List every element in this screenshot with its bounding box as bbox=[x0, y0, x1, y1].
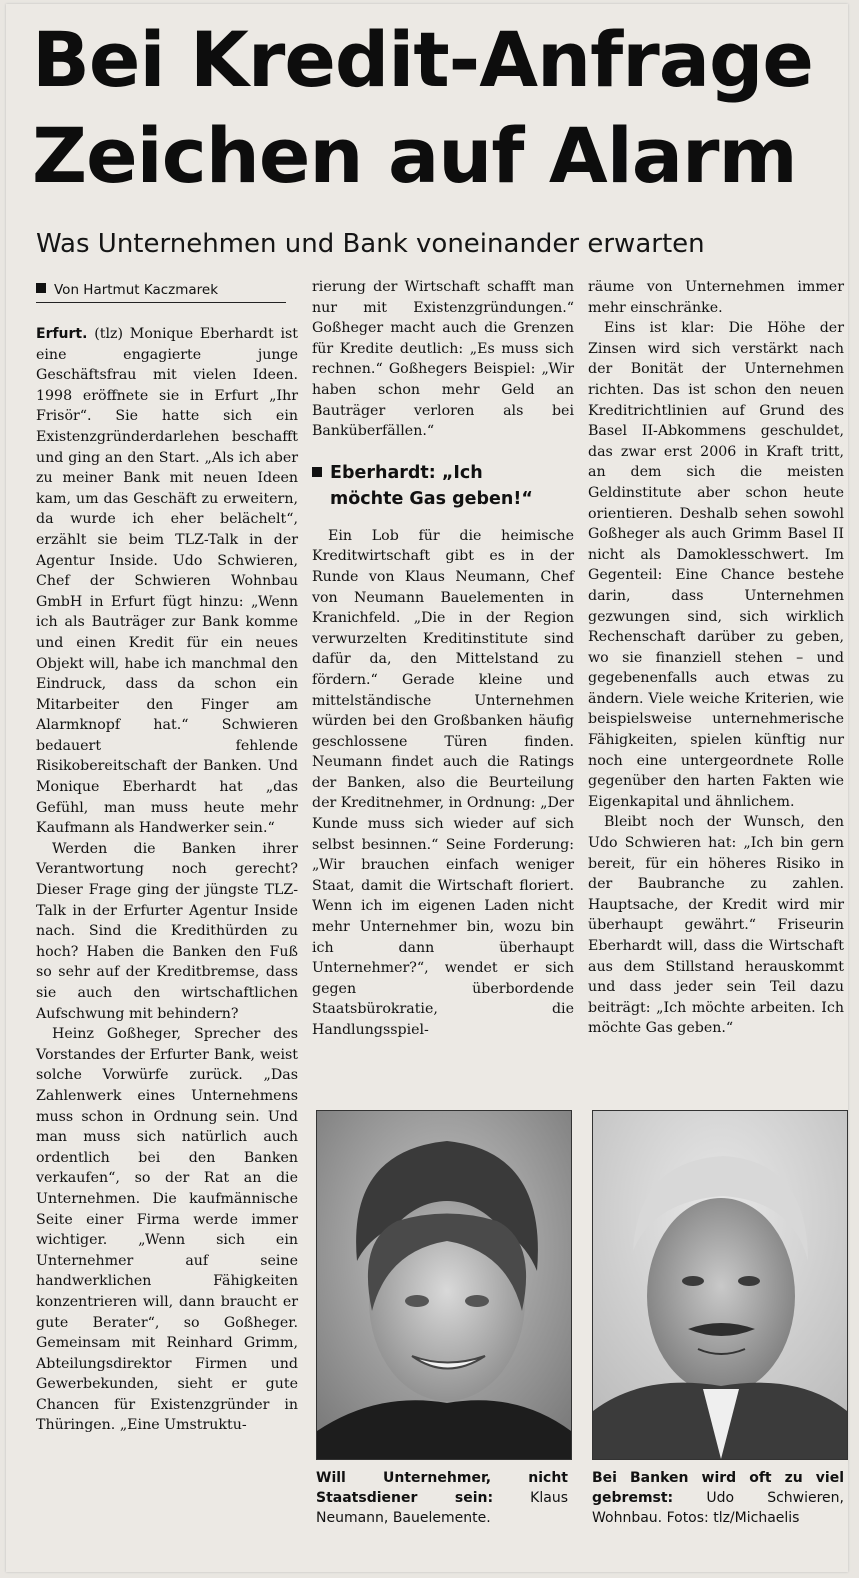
crosshead-line-1: Eberhardt: „Ich bbox=[330, 462, 483, 483]
paragraph bbox=[36, 324, 298, 839]
headline-line-1: Bei Kredit-Anfrage bbox=[32, 15, 813, 104]
photo-klaus-neumann bbox=[316, 1110, 572, 1460]
headline-line-2: Zeichen auf Alarm bbox=[32, 111, 797, 200]
crosshead bbox=[312, 460, 574, 512]
paragraph: Werden die Banken ihrer Verantwortung noch gerecht? Dieser Frage ging der jüngste TLZ-Talk in der Erfurter Agentur Inside nach. Sind die Kredithürden zu hoch? Haben die Banken den Fuß so sehr auf der Kreditbremse, dass sie auch den wirtschaftlichen Aufschwung mit behindern? bbox=[36, 840, 298, 1022]
paragraph: Heinz Goßheger, Sprecher des Vorstandes der Erfurter Bank, weist solche Vorwürfe zurück. „Das Zahlenwerk eines Unternehmens muss schon in Ordnung sein. Und man muss sich natürlich auch ordentlich bei den Banken verkaufen“, so der Rat an die Unternehmen. Die kaufmännische Seite einer Firma werde immer wichtiger. „Wenn sich ein Unternehmer auf seine handwerklichen Fähigkeiten konzentrieren will, dann braucht er gute Berater“, so Goßheger. Gemeinsam mit Reinhard Grimm, Abteilungsdirektor Firmen und Gewerbekunden, sieht er gute Chancen für Existenzgründer in Thüringen. „Eine Umstruktu- bbox=[36, 1026, 298, 1434]
dateline: Erfurt. bbox=[36, 326, 88, 342]
paragraph: rierung der Wirtschaft schafft man nur mit Existenzgründungen.“ Goßheger macht auch die Grenzen für Kredite deutlich: „Es muss sich rechnen.“ Goßhegers Beispiel: „Wir haben schon mehr Geld an Bauträger verloren als bei Banküberfällen.“ bbox=[312, 279, 574, 440]
square-bullet-icon bbox=[312, 467, 322, 477]
square-bullet-icon bbox=[36, 283, 46, 293]
caption-text: Udo Schwieren, Wohnbau. Fotos: tlz/Michaelis bbox=[592, 1490, 844, 1526]
paragraph: Eins ist klar: Die Höhe der Zinsen wird sich verstärkt nach der Bonität der Unternehmen richten. Das ist schon den neuen Kreditrichtlinien auf Grund des Basel II-Abkommens geschuldet, das zwar erst 2006 in Kraft tritt, an dem sich die meisten Geldinstitute aber schon heute orientieren. Deshalb sehen sowohl Goßheger als auch Grimm Basel II nicht als Damoklesschwert. Im Gegenteil: Eine Chance bestehe darin, dass Unternehmen gezwungen sind, sich wirklich Rechenschaft darüber zu geben, wo sie finanziell stehen – und gegebenenfalls auch etwas zu ändern. Viele weiche Kriterien, wie beispielsweise unternehmerische Fähigkeiten, spielen künftig nur noch eine untergeordnete Rolle gegenüber den harten Fakten wie Eigenkapital und ähnlichem. bbox=[588, 320, 844, 810]
caption-text: Klaus Neumann, Bauelemente. bbox=[316, 1490, 568, 1526]
photo-caption-2 bbox=[592, 1468, 844, 1528]
column-1 bbox=[36, 324, 298, 1436]
column-3 bbox=[588, 277, 844, 1039]
portrait-image bbox=[317, 1111, 571, 1459]
crosshead-line-2: möchte Gas geben!“ bbox=[330, 488, 533, 509]
caption-lead: Bei Banken wird oft zu viel gebremst: bbox=[592, 1470, 844, 1506]
subheadline: Was Unternehmen und Bank voneinander erwarten bbox=[36, 229, 705, 259]
byline bbox=[36, 280, 286, 303]
paragraph: Ein Lob für die heimische Kreditwirtschaft gibt es in der Runde von Klaus Neumann, Chef von Neumann Bauelementen in Kranichfeld. „Die in der Region verwurzelten Kreditinstitute sind dafür da, den Mittelstand zu fördern.“ Gerade kleine und mittelständische Unternehmen würden bei den Großbanken häufig geschlossene Türen finden. Neumann findet auch die Ratings der Banken, also die Beurteilung der Kreditnehmer, in Ordnung: „Der Kunde muss sich wieder auf sich selbst besinnen.“ Seine Forderung: „Wir brauchen einfach weniger Staat, damit die Wirtschaft floriert. Wenn ich im eigenen Laden nicht mehr Unternehmer bin, wozu bin ich dann überhaupt Unternehmer?“, wendet er sich gegen überbordende Staatsbürokratie, die Handlungsspiel- bbox=[312, 527, 574, 1038]
photo-udo-schwieren bbox=[592, 1110, 848, 1460]
byline-text: Von Hartmut Kaczmarek bbox=[54, 282, 219, 298]
portrait-image bbox=[593, 1111, 847, 1459]
photo-caption-1 bbox=[316, 1468, 568, 1528]
caption-lead: Will Unternehmer, nicht Staatsdiener sein: bbox=[316, 1470, 568, 1506]
paragraph: Bleibt noch der Wunsch, den Udo Schwieren hat: „Ich bin gern bereit, für ein höheres Risiko in der Baubranche zu zahlen. Hauptsache, der Kredit wird mir überhaupt gewährt.“ Friseurin Eberhardt will, dass die Wirtschaft aus dem Stillstand herauskommt und dass jeder sein Teil dazu beiträgt: „Ich möchte arbeiten. Ich möchte Gas geben.“ bbox=[588, 814, 844, 1037]
paragraph: räume von Unternehmen immer mehr einschränke. bbox=[588, 279, 844, 316]
column-2 bbox=[312, 277, 574, 1041]
headline bbox=[32, 12, 832, 204]
newspaper-page bbox=[6, 4, 848, 1572]
paragraph-text: (tlz) Monique Eberhardt ist eine engagierte junge Geschäftsfrau mit vielen Ideen. 1998 eröffnete sie in Erfurt „Ihr Frisör“. Sie hatte sich ein Existenzgründerdarlehen beschafft und ging an den Start. „Als ich aber zu meiner Bank mit neuen Ideen kam, um das Geschäft zu erweitern, da wurde ich eher belächelt“, erzählt sie beim TLZ-Talk in der Agentur Inside. Udo Schwieren, Chef der Schwieren Wohnbau GmbH in Erfurt fügt hinzu: „Wenn ich als Bauträger zur Bank komme und einen Kredit für ein neues Objekt will, habe ich manchmal den Eindruck, dass da schon ein Mitarbeiter den Finger am Alarmknopf hat.“ Schwieren bedauert fehlende Risikobereitschaft der Banken. Und Monique Eberhardt hat „das Gefühl, man muss heute mehr Kaufmann als Handwerker sein.“ bbox=[36, 326, 298, 837]
